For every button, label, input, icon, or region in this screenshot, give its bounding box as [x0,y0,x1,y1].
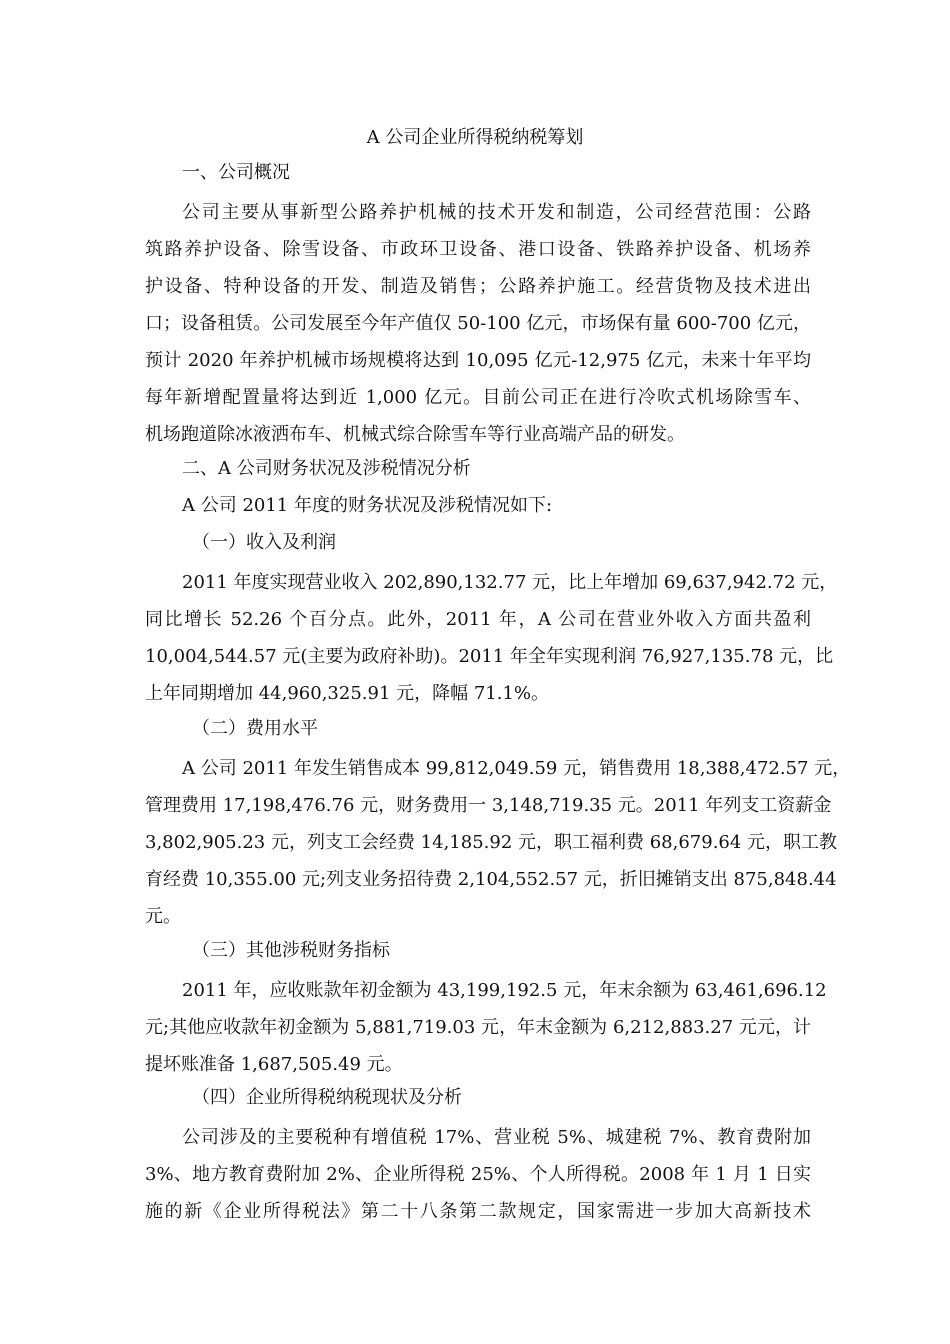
paragraph-expenses [145,750,851,935]
document-title: A 公司企业所得税纳税筹划 [366,127,584,148]
paragraph-line: 元;其他应收款年初金额为 5,881,719.03 元，年末金额为 6,212,883.27 元元，计 [145,1017,811,1038]
paragraph-line: 机场跑道除冰液洒布车、机械式综合除雪车等行业高端产品的研发。 [145,424,685,445]
paragraph-line: 护设备、特种设备的开发、制造及销售；公路养护施工。经营货物及技术进出 [145,276,811,297]
paragraph-line: 公司涉及的主要税种有增值税 17%、营业税 5%、城建税 7%、教育费附加 [182,1127,811,1148]
paragraph-line: 育经费 10,355.00 元;列支业务招待费 2,104,552.57 元，折旧摊销支出 875,848.44 [145,869,837,890]
paragraph-line: 同比增长 52.26 个百分点。此外，2011 年，A 公司在营业外收入方面共盈利 [145,609,811,630]
section-intro: A 公司 2011 年度的财务状况及涉税情况如下: [182,495,553,516]
paragraph-line: 每年新增配置量将达到近 1,000 亿元。目前公司正在进行冷吹式机场除雪车、 [145,387,811,408]
paragraph-line: 预计 2020 年养护机械市场规模将达到 10,095 亿元-12,975 亿元，未来十年平均 [145,350,811,371]
paragraph-line: 上年同期增加 44,960,325.91 元，降幅 71.1%。 [145,683,550,704]
paragraph-other-indicators [145,972,827,1083]
paragraph-line: 元。 [145,906,181,927]
paragraph-line: 3,802,905.23 元，列支工会经费 14,185.92 元，职工福利费 68,679.64 元，职工教 [145,832,838,853]
paragraph-line: A 公司 2011 年发生销售成本 99,812,049.59 元，销售费用 18,388,472.57 元， [182,758,851,779]
paragraph-line: 公司主要从事新型公路养护机械的技术开发和制造，公司经营范围：公路 [182,202,811,223]
paragraph-line: 3%、地方教育费附加 2%、企业所得税 25%、个人所得税。2008 年 1 月 1 日实 [145,1164,811,1185]
subsection-heading-expenses: （二）费用水平 [192,718,318,739]
paragraph-line: 2011 年度实现营业收入 202,890,132.77 元，比上年增加 69,637,942.72 元， [182,572,838,593]
paragraph-line: 施的新《企业所得税法》第二十八条第二款规定，国家需进一步加大高新技术 [145,1201,811,1222]
paragraph-line: 2011 年，应收账款年初金额为 43,199,192.5 元，年末余额为 63,461,696.12 [182,980,827,1001]
paragraph-line: 10,004,544.57 元(主要为政府补助)。2011 年全年实现利润 76,927,135.78 元，比 [145,646,834,667]
section-heading-financial-analysis: 二、A 公司财务状况及涉税情况分析 [182,458,471,479]
section-heading-overview: 一、公司概况 [182,162,290,183]
subsection-heading-other-indicators: （三）其他涉税财务指标 [192,940,390,961]
paragraph-income-tax [145,1119,811,1230]
paragraph-line: 筑路养护设备、除雪设备、市政环卫设备、港口设备、铁路养护设备、机场养 [145,239,811,260]
subsection-heading-income-tax: （四）企业所得税纳税现状及分析 [192,1087,462,1108]
paragraph-line: 管理费用 17,198,476.76 元，财务费用一 3,148,719.35 元。2011 年列支工资薪金 [145,795,832,816]
subsection-heading-revenue-profit: （一）收入及利润 [192,532,336,553]
paragraph-line: 提坏账准备 1,687,505.49 元。 [145,1054,403,1075]
paragraph-revenue-profit [145,564,838,712]
paragraph-company-overview [145,194,811,453]
paragraph-line: 口；设备租赁。公司发展至今年产值仅 50-100 亿元，市场保有量 600-700 亿元， [145,313,811,334]
